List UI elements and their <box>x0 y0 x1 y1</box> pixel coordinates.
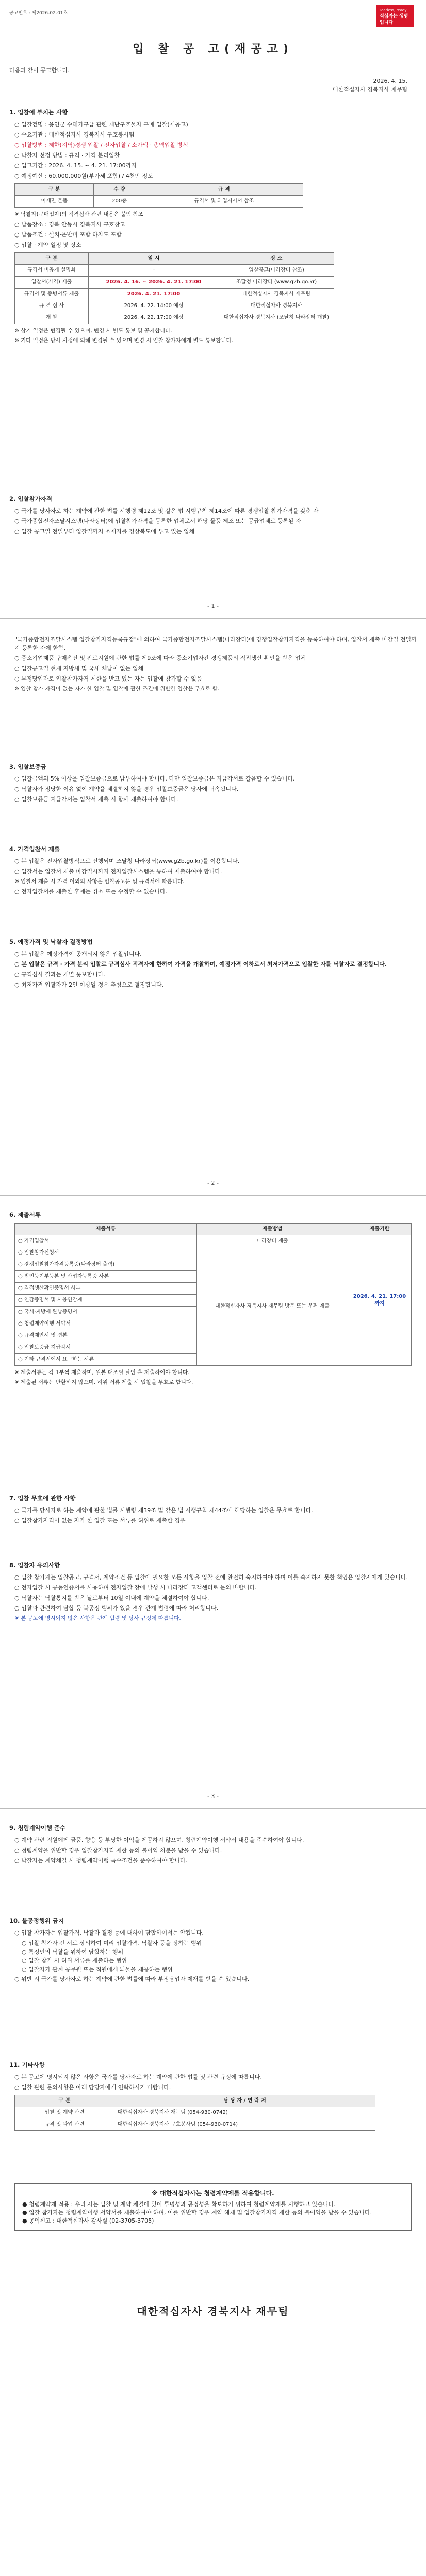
logo: Tearless, ready 적십자는 생명입니다 <box>376 5 414 27</box>
schedule-table <box>14 252 334 324</box>
note: ※ 입찰서 제출 시 가격 이외의 사항은 입찰공고문 및 규격서에 따릅니다. <box>14 878 185 885</box>
list-item: ○ 수요기관 : 대한적십자사 경북지사 구호봉사팀 <box>14 131 135 138</box>
table-row: 개 찰 2026. 4. 22. 17:00 예정 대한적십자사 경북지사 (조달청 나라장터 개찰) <box>15 312 334 324</box>
table-row: 입찰 및 계약 관련 대한적십자사 경북지사 재무팀 (054-930-0742) <box>15 2107 375 2119</box>
list-item: ○ 낙찰자는 낙찰통지를 받은 날로부터 10일 이내에 계약을 체결하여야 합니다. <box>14 1595 209 1601</box>
section-price-bid <box>9 845 417 898</box>
section-title: 3. 입찰보증금 <box>9 763 46 770</box>
list-item: ○ 입찰자가 관계 공무원 또는 직원에게 뇌물을 제공하는 행위 <box>22 1966 173 1973</box>
box-line: ● 공익신고 : 대한적십자사 감사실 (02-3705-3705) <box>22 2217 154 2224</box>
table-row: ○ 청렴계약이행 서약서 <box>15 1318 412 1330</box>
list-item: ○ 입찰 참가자는 입찰가격, 낙찰자 결정 등에 대하여 담합하여서는 안됩니다. <box>14 1929 204 1936</box>
table-row: 규격서 및 증빙서류 제출 2026. 4. 21. 17:00 대한적십자사 경북지사 재무팀 <box>15 289 334 300</box>
section-documents <box>9 1211 417 1388</box>
list-item: ○ 본 입찰은 전자입찰방식으로 진행되며 조달청 나라장터(www.g2b.go.kr)를 이용합니다. <box>14 858 240 865</box>
list-item: ○ 납품조건 : 설치·운반비 포함 하차도 포함 <box>14 231 122 238</box>
integrity-notice-box <box>9 2179 417 2235</box>
table-header: 제출방법 <box>197 1224 348 1235</box>
list-item: ○ 납품장소 : 경북 안동시 경북지사 구호창고 <box>14 221 125 228</box>
list-item: ○ 특정인의 낙찰을 위하여 담합하는 행위 <box>22 1948 124 1955</box>
table-header: 제출서류 <box>15 1224 197 1235</box>
list-item: ○ 입찰과 관련하여 담합 등 불공정 행위가 있을 경우 관계 법령에 따라 처리합니다. <box>14 1605 219 1612</box>
documents-table <box>14 1223 412 1366</box>
list-item: ○ 입찰 참가자는 입찰공고, 규격서, 계약조건 등 입찰에 필요한 모든 사항을 입찰 전에 완전히 숙지하여야 하며 이를 숙지하지 못한 책임은 입찰자에게 있습니다. <box>14 1574 408 1581</box>
section-title: 1. 입찰에 부치는 사항 <box>9 109 68 116</box>
table-row: ○ 기타 규격서에서 요구하는 서류 <box>15 1354 412 1366</box>
list-item: ○ 입찰건명 : 용인군 수해가구급 관련 재난구호물자 구매 입찰(재공고) <box>14 121 188 128</box>
table-row: ○ 국세·지방세 완납증명서 <box>15 1307 412 1318</box>
box-line: ● 청렴계약제 적용 : 우리 사는 입찰 및 계약 체결에 있어 투명성과 공정성을 확보하기 위하여 청렴계약제를 시행하고 있습니다. <box>22 2201 336 2208</box>
date: 2026. 4. 15. <box>373 78 407 84</box>
table-header: 구 분 <box>15 184 94 196</box>
section-title: 6. 제출서류 <box>9 1211 41 1218</box>
list-item: ○ 계약 관련 직원에게 금품, 향응 등 부당한 이익을 제공하지 않으며, 청렴계약이행 서약서 내용을 준수하여야 합니다. <box>14 1837 304 1843</box>
table-header: 담 당 자 / 연 락 처 <box>114 2095 375 2107</box>
date-block <box>333 77 407 94</box>
contact-table <box>14 2095 375 2131</box>
list-item: ○ 낙찰자는 계약체결 시 청렴계약이행 특수조건을 준수하여야 합니다. <box>14 1857 188 1864</box>
list-item: ○ 전자입찰서를 제출한 후에는 취소 또는 수정할 수 없습니다. <box>14 888 168 895</box>
note: ※ 제출된 서류는 반환하지 않으며, 허위 서류 제출 시 입찰을 무효로 합니다. <box>14 1379 193 1385</box>
list-item: ○ 입찰 · 계약 일정 및 장소 <box>14 242 81 248</box>
section-bid-bond <box>9 762 417 806</box>
list-item: ○ 본 입찰은 예정가격이 공개되지 않은 입찰입니다. <box>14 951 142 957</box>
list-item: ○ 국가종합전자조달시스템(나라장터)에 입찰참가자격을 등록한 업체로서 해당 물품 제조 또는 공급업체로 등록된 자 <box>14 518 302 524</box>
table-row: ○ 경쟁입찰참가자격등록증(나라장터 출력) <box>15 1259 412 1271</box>
list-item: ○ 낙찰자 선정 방법 : 규격 · 가격 분리입찰 <box>14 152 120 159</box>
note: ※ 낙찰자(구매업자)의 적격심사 관련 내용은 붙임 참조 <box>14 211 144 217</box>
box-title: ※ 대한적십자사는 청렴계약제를 적용합니다. <box>152 2190 274 2197</box>
table-header: 장 소 <box>219 253 334 265</box>
list-item: ○ 본 공고에 명시되지 않은 사항은 국가를 당사자로 하는 계약에 관한 법률 및 관련 규정에 따릅니다. <box>14 2074 262 2080</box>
section-bid-items <box>9 108 417 347</box>
section-title: 7. 입찰 무효에 관한 사항 <box>9 1495 76 1502</box>
list-item: ○ 국가를 당사자로 하는 계약에 관한 법률 시행령 제39조 및 같은 법 시행규칙 제44조에 해당하는 입찰은 무효로 합니다. <box>14 1507 313 1514</box>
list-item: ○ 입찰 참가 시 허위 서류를 제출하는 행위 <box>22 1957 127 1964</box>
table-row: 규격 및 과업 관련 대한적십자사 경북지사 구호봉사팀 (054-930-0714) <box>15 2119 375 2131</box>
page-divider <box>0 1808 426 1809</box>
table-row: 이재민 물품 200종 규격서 및 과업지시서 참조 <box>15 196 303 208</box>
list-item: ○ 입찰방법 : 제한(지역)경쟁 입찰 / 전자입찰 / 소가액 · 총액입찰 방식 <box>14 142 188 148</box>
list-item: ○ 국가를 당사자로 하는 계약에 관한 법률 시행령 제12조 및 같은 법 시행규칙 제14조에 따른 경쟁입찰 참가자격을 갖춘 자 <box>14 507 319 514</box>
list-item: ○ 최저가격 입찰자가 2인 이상일 경우 추첨으로 결정합니다. <box>14 981 163 988</box>
note: ※ 상기 일정은 변경될 수 있으며, 변경 시 별도 통보 및 공지합니다. <box>14 328 172 334</box>
note: ※ 본 공고에 명시되지 않은 사항은 관계 법령 및 당사 규정에 따릅니다. <box>14 1615 181 1621</box>
table-row: ○ 가격입찰서 나라장터 제출 2026. 4. 21. 17:00 까지 <box>15 1235 412 1247</box>
section-other <box>9 2061 417 2134</box>
page-number: - 2 - <box>207 1180 219 1187</box>
section-title: 9. 청렴계약이행 준수 <box>9 1824 66 1832</box>
list-item: ○ 입찰서는 입찰서 제출 마감일시까지 전자입찰시스템을 통하여 제출하여야 합니다. <box>14 868 222 875</box>
table-row: 규격서 비공개 설명회 – 입찰공고(나라장터 참조) <box>15 265 334 277</box>
table-row: ○ 직접생산확인증명서 사본 <box>15 1283 412 1295</box>
table-row: ○ 규격제안서 및 견본 <box>15 1330 412 1342</box>
table-row: 규 격 심 사 2026. 4. 22. 14:00 예정 대한적십자사 경북지사 <box>15 300 334 312</box>
page-number: - 1 - <box>207 603 219 609</box>
section-title: 11. 기타사항 <box>9 2061 45 2069</box>
list-item: ○ 위반 시 국가를 당사자로 하는 계약에 관한 법률에 따라 부정당업자 제재를 받을 수 있습니다. <box>14 1976 250 1982</box>
list-item: ○ 중소기업제품 구매촉진 및 판로지원에 관한 법률 제9조에 따라 중소기업자간 경쟁제품의 직접생산 확인을 받은 업체 <box>14 655 306 662</box>
table-row: ○ 인감증명서 및 사용인감계 <box>15 1295 412 1307</box>
issuer: 대한적십자사 경북지사 재무팀 <box>332 86 407 93</box>
note: ※ 기타 일정은 당사 사정에 의해 변경될 수 있으며 변경 시 입찰 참가자에게 별도 통보합니다. <box>14 337 234 344</box>
section-bidder-notes <box>9 1561 417 1624</box>
table-header: 제출기한 <box>348 1224 412 1235</box>
table-row: 입찰서(가격) 제출 2026. 4. 16. ~ 2026. 4. 21. 17:00 조달청 나라장터 (www.g2b.go.kr) <box>15 277 334 289</box>
section-title: 8. 입찰자 유의사항 <box>9 1562 60 1569</box>
section-invalid-bids <box>9 1494 417 1527</box>
list-item: ○ 입고기간 : 2026. 4. 15. ~ 4. 21. 17:00까지 <box>14 162 137 169</box>
list-item: ○ 낙찰자가 정당한 이유 없이 계약을 체결하지 않을 경우 입찰보증금은 당사에 귀속됩니다. <box>14 786 239 792</box>
page-title: 입 찰 공 고(재공고) <box>133 43 293 56</box>
paragraph: "국가종합전자조달시스템 입찰참가자격등록규정"에 의하여 국가종합전자조달시스템(나라장터)에 경쟁입찰참가자격을 등록하여야 하며, 입찰서 제출 마감일 전일까지 등록한 자에 한함. <box>14 636 417 651</box>
section-unfair-practice <box>9 1917 417 1986</box>
page-divider <box>0 1195 426 1196</box>
note: ※ 입찰 참가 자격이 없는 자가 한 입찰 및 입찰에 관한 조건에 위반한 입찰은 무효로 함. <box>14 686 219 692</box>
box-line: ● 입찰 참가자는 청렴계약이행 서약서를 제출하여야 하며, 이를 위반할 경우 계약 해제 및 입찰참가자격 제한 등의 불이익을 받을 수 있습니다. <box>22 2209 372 2216</box>
list-item: ○ 청렴계약을 위반할 경우 입찰참가자격 제한 등의 불이익 처분을 받을 수 있습니다. <box>14 1847 222 1854</box>
list-item: ○ 입찰보증금 지급각서는 입찰서 제출 시 함께 제출하여야 합니다. <box>14 796 178 803</box>
page-number: - 3 - <box>207 1793 219 1800</box>
list-item: ○ 본 입찰은 규격 · 가격 분리 입찰로 규격심사 적격자에 한하여 가격을 개찰하며, 예정가격 이하로서 최저가격으로 입찰한 자를 낙찰자로 결정합니다. <box>14 961 387 968</box>
list-item: ○ 예정예산 : 60,000,000원(부가세 포함) / 4천만 정도 <box>14 173 153 179</box>
section-integrity <box>9 1824 417 1867</box>
table-header: 일 시 <box>89 253 219 265</box>
list-item: ○ 입찰공고일 현재 지방세 및 국세 체납이 없는 업체 <box>14 665 144 672</box>
table-header: 구 분 <box>15 253 89 265</box>
list-item: ○ 입찰 참가자 간 서로 상의하여 미리 입찰가격, 낙찰자 등을 정하는 행위 <box>22 1940 202 1946</box>
notice-number: 공고번호 : 제2026-02-01호 <box>9 11 68 16</box>
section-title: 5. 예정가격 및 낙찰자 결정방법 <box>9 938 93 945</box>
section-registration <box>9 634 417 695</box>
section-title: 10. 불공정행위 금지 <box>9 1917 64 1924</box>
list-item: ○ 입찰 공고일 전일부터 입찰일까지 소재지를 경상북도에 두고 있는 업체 <box>14 528 195 535</box>
table-header: 수 량 <box>94 184 145 196</box>
list-item: ○ 입찰참가자격이 없는 자가 한 입찰 또는 서류를 허위로 제출한 경우 <box>14 1517 186 1524</box>
list-item: ○ 입찰금액의 5% 이상을 입찰보증금으로 납부하여야 합니다. 다만 입찰보증금은 지급각서로 갈음할 수 있습니다. <box>14 775 295 782</box>
items-table <box>14 183 303 208</box>
note: ※ 제출서류는 각 1부씩 제출하며, 원본 대조필 날인 후 제출하여야 합니다. <box>14 1369 190 1376</box>
list-item: ○ 전자입찰 시 공동인증서를 사용하며 전자입찰 장애 발생 시 나라장터 고객센터로 문의 바랍니다. <box>14 1584 257 1591</box>
intro-text: 다음과 같이 공고합니다. <box>9 67 70 74</box>
section-title: 2. 입찰참가자격 <box>9 495 53 502</box>
page-divider <box>0 618 426 619</box>
list-item: ○ 부정당업자로 입찰참가자격 제한을 받고 있는 자는 입찰에 참가할 수 없음 <box>14 675 202 682</box>
table-row: ○ 입찰참가신청서 대한적십자사 경북지사 재무팀 방문 또는 우편 제출 <box>15 1247 412 1259</box>
table-row: ○ 법인등기부등본 및 사업자등록증 사본 <box>15 1271 412 1283</box>
list-item: ○ 규격심사 결과는 개별 통보합니다. <box>14 971 105 978</box>
list-item: ○ 입찰 관련 문의사항은 아래 담당자에게 연락하시기 바랍니다. <box>14 2084 171 2091</box>
table-header: 규 격 <box>145 184 303 196</box>
signature: 대한적십자사 경북지사 재무팀 <box>137 2305 289 2317</box>
section-award-method <box>9 938 417 991</box>
section-eligibility <box>9 495 417 538</box>
table-row: ○ 입찰보증금 지급각서 <box>15 1342 412 1354</box>
table-header: 구 분 <box>15 2095 114 2107</box>
section-title: 4. 가격입찰서 제출 <box>9 845 60 853</box>
